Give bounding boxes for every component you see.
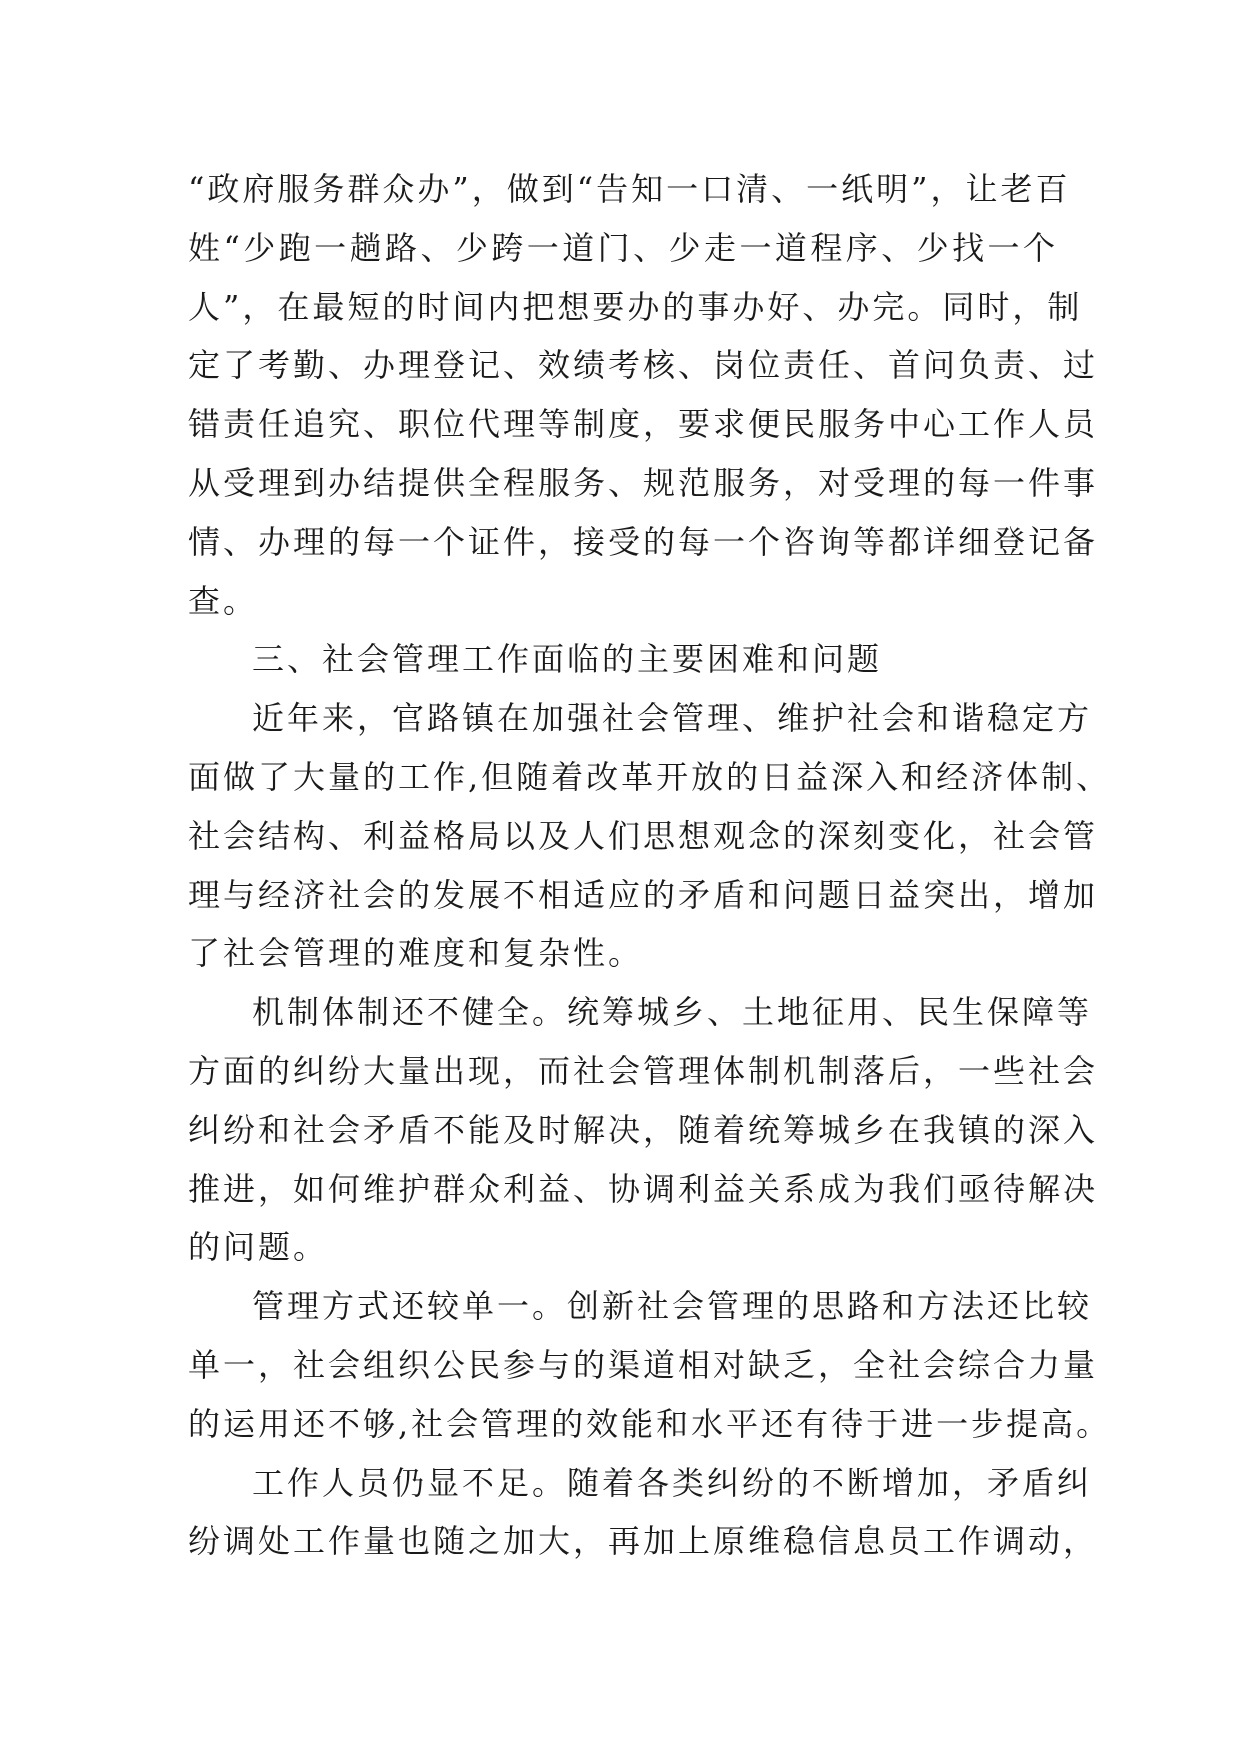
text-line: 理与经济社会的发展不相适应的矛盾和问题日益突出，增加 bbox=[188, 875, 1099, 914]
section-heading: 三、社会管理工作面临的主要困难和问题 bbox=[252, 640, 883, 679]
text-line: 的运用还不够,社会管理的效能和水平还有待于进一步提高。 bbox=[188, 1404, 1112, 1443]
text-line: 纠纷和社会矛盾不能及时解决，随着统筹城乡在我镇的深入 bbox=[188, 1110, 1099, 1149]
text-line: 错责任追究、职位代理等制度，要求便民服务中心工作人员 bbox=[188, 405, 1099, 444]
document-body bbox=[188, 160, 1112, 1571]
text-line: 机制体制还不健全。统筹城乡、土地征用、民生保障等 bbox=[252, 993, 1093, 1032]
text-line: 的问题。 bbox=[188, 1228, 329, 1267]
text-line: 了社会管理的难度和复杂性。 bbox=[188, 934, 644, 973]
text-line: 面做了大量的工作,但随着改革开放的日益深入和经济体制、 bbox=[188, 757, 1112, 796]
text-line: 管理方式还较单一。创新社会管理的思路和方法还比较 bbox=[252, 1287, 1093, 1326]
text-line: 查。 bbox=[188, 581, 259, 620]
text-line: 单一，社会组织公民参与的渠道相对缺乏，全社会综合力量 bbox=[188, 1345, 1099, 1384]
text-line: 推进，如何维护群众利益、协调利益关系成为我们亟待解决 bbox=[188, 1169, 1099, 1208]
text-line: “政府服务群众办”，做到“告知一口清、一纸明”，让老百 bbox=[188, 170, 1071, 208]
text-line: 人”，在最短的时间内把想要办的事办好、办完。同时，制 bbox=[188, 287, 1083, 326]
text-line: 纷调处工作量也随之加大，再加上原维稳信息员工作调动， bbox=[188, 1522, 1099, 1561]
text-line: 社会结构、利益格局以及人们思想观念的深刻变化，社会管 bbox=[188, 816, 1099, 855]
text-line: 方面的纠纷大量出现，而社会管理体制机制落后，一些社会 bbox=[188, 1051, 1099, 1090]
text-line: 从受理到办结提供全程服务、规范服务，对受理的每一件事 bbox=[188, 463, 1099, 502]
text-line: 姓“少跑一趟路、少跨一道门、少走一道程序、少找一个 bbox=[188, 228, 1058, 267]
text-line: 工作人员仍显不足。随着各类纠纷的不断增加，矛盾纠 bbox=[252, 1463, 1093, 1502]
text-line: 近年来，官路镇在加强社会管理、维护社会和谐稳定方 bbox=[252, 699, 1093, 738]
text-line: 定了考勤、办理登记、效绩考核、岗位责任、首问负责、过 bbox=[188, 346, 1099, 385]
text-line: 情、办理的每一个证件，接受的每一个咨询等都详细登记备 bbox=[188, 522, 1099, 561]
